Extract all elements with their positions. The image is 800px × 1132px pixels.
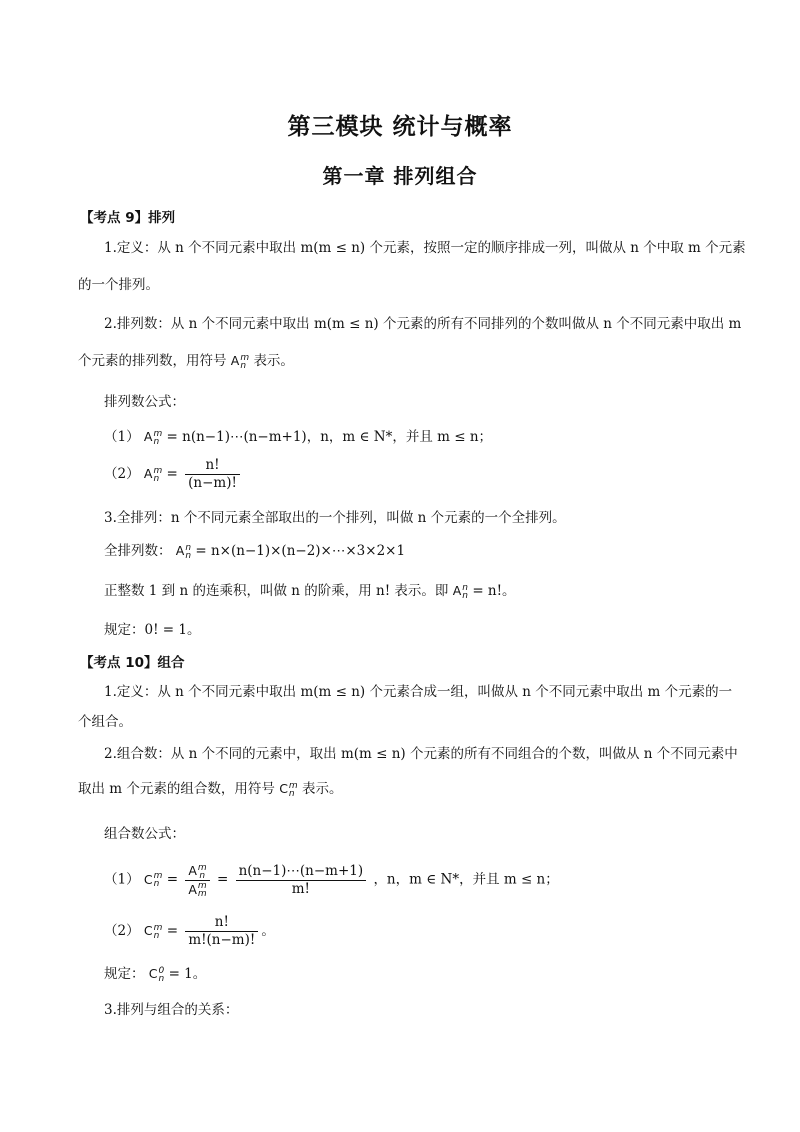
combination-formula-1: （1） C m n = A m n A m m = $\frac{n(n-1)\cdots(n-m+1)}{m!}$ ，n，m ∈ N*，并且 m ≤ n； <box>104 862 559 899</box>
combination-fraction-1: $\frac{n(n-1)\cdots(n-m+1)}{m!}$ <box>236 863 367 898</box>
combination-symbol: C m n <box>279 780 298 799</box>
full-permutation-formula: 全排列数： A n n = n×(n−1)×(n−2)×⋯×3×2×1 <box>104 542 406 561</box>
combination-count-line2: 取出 m 个元素的组合数，用符号 C m n 表示。 <box>78 780 343 799</box>
full-permutation-definition: 3.全排列：n 个不同元素全部取出的一个排列，叫做 n 个元素的一个全排列。 <box>104 510 566 526</box>
factorial-rule: 规定：0! = 1。 <box>104 622 201 638</box>
combination-formula-2: （2） C m n = $\frac{n!}{m!(n-m)!}$ 。 <box>104 914 275 948</box>
permutation-fraction: $\frac{n!}{(n-m)!}$ <box>185 457 240 492</box>
module-title: 第三模块 统计与概率 <box>287 114 513 140</box>
permutation-symbol: A m n <box>230 352 250 371</box>
combination-rule: 规定： C 0 n = 1。 <box>104 965 207 984</box>
permutation-definition-line2: 的一个排列。 <box>78 277 159 293</box>
chapter-title: 第一章 排列组合 <box>322 164 478 188</box>
combination-formula-label: 组合数公式： <box>104 826 185 842</box>
combination-count-line1: 2.组合数：从 n 个不同的元素中，取出 m(m ≤ n) 个元素的所有不同组合的个数，叫做从 n 个不同元素中 <box>104 746 738 762</box>
section-10-header: 【考点 10】组合 <box>80 655 185 671</box>
permutation-definition-line1: 1.定义：从 n 个不同元素中取出 m(m ≤ n) 个元素，按照一定的顺序排成一列，叫做从 n 个中取 m 个元素 <box>104 240 746 256</box>
permutation-count-line1: 2.排列数：从 n 个不同元素中取出 m(m ≤ n) 个元素的所有不同排列的个数叫做从 n 个不同元素中取出 m <box>104 316 742 332</box>
permutation-formula-2: （2） A m n = $\frac{n!}{(n-m)!}$ <box>104 457 243 492</box>
combination-fraction-2: $\frac{n!}{m!(n-m)!}$ <box>185 914 258 949</box>
permutation-count-line2: 个元素的排列数，用符号 A m n 表示。 <box>78 352 294 371</box>
combination-definition-line1: 1.定义：从 n 个不同元素中取出 m(m ≤ n) 个元素合成一组，叫做从 n 个不同元素中取出 m 个元素的一 <box>104 684 733 700</box>
permutation-formula-1: （1） A m n = n(n−1)⋯(n−m+1)，n，m ∈ N*，并且 m ≤ n； <box>104 428 493 447</box>
section-9-header: 【考点 9】排列 <box>80 210 176 226</box>
permutation-combination-relation: 3.排列与组合的关系： <box>104 1002 239 1018</box>
combination-definition-line2: 个组合。 <box>78 714 132 730</box>
factorial-definition: 正整数 1 到 n 的连乘积，叫做 n 的阶乘，用 n! 表示。即 A n n = n!。 <box>104 582 516 601</box>
permutation-formula-label: 排列数公式： <box>104 394 185 410</box>
